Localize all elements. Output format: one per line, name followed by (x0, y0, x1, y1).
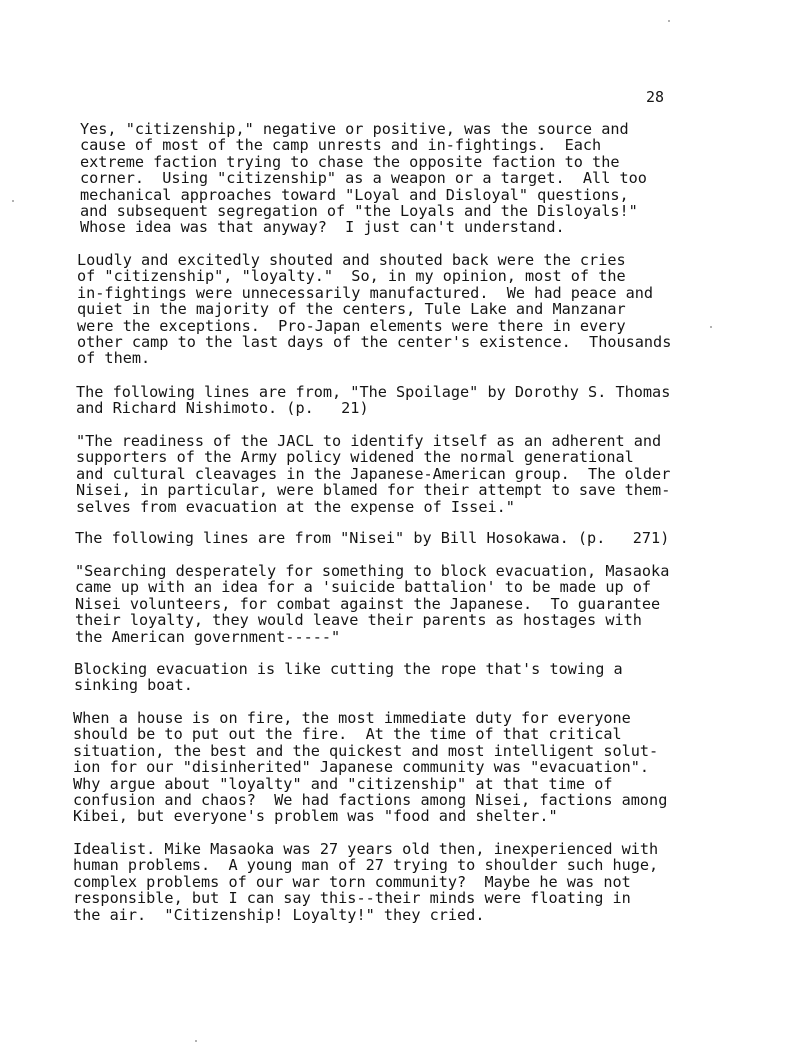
text-line: of "citizenship", "loyalty." So, in my opinion, most of the (77, 267, 626, 286)
text-line: the American government-----" (75, 627, 341, 646)
block-quote (75, 563, 669, 645)
text-line: should be to put out the fire. At the time of that critical (73, 725, 622, 744)
text-line: complex problems of our war torn community? Maybe he was not (73, 872, 631, 891)
text-line: ion for our "disinherited" Japanese community was "evacuation". (73, 758, 650, 777)
text-line: The following lines are from, "The Spoilage" by Dorothy S. Thomas (76, 383, 671, 401)
text-line: responsible, but I can say this--their minds were floating in (73, 889, 631, 908)
text-line: confusion and chaos? We had factions among Nisei, factions among (73, 790, 668, 809)
scan-speck (710, 326, 712, 328)
text-line: Nisei volunteers, for combat against the Japanese. To guarantee (75, 594, 661, 613)
text-line: "Searching desperately for something to block evacuation, Masaoka (75, 562, 670, 580)
text-line: Yes, "citizenship," negative or positive, was the source and (80, 120, 629, 138)
text-line: were the exceptions. Pro-Japan elements were there in every (77, 316, 626, 335)
text-line: mechanical approaches toward "Loyal and Disloyal" questions, (80, 185, 629, 204)
text-line: Nisei, in particular, were blamed for their attempt to save them- (76, 481, 671, 500)
text-line: When a house is on fire, the most immediate duty for everyone (73, 709, 631, 727)
paragraph (73, 841, 658, 923)
text-line: came up with an idea for a 'suicide battalion' to be made up of (75, 578, 652, 597)
scan-speck (195, 1040, 197, 1042)
text-line: Loudly and excitedly shouted and shouted back were the cries (77, 251, 626, 269)
text-line: and cultural cleavages in the Japanese-American group. The older (76, 464, 671, 483)
text-line: other camp to the last days of the center's existence. Thousands (77, 332, 672, 351)
text-line: extreme faction trying to chase the opposite faction to the (80, 152, 620, 171)
text-line: Blocking evacuation is like cutting the rope that's towing a (74, 660, 623, 678)
block-quote (76, 433, 670, 515)
text-line: Kibei, but everyone's problem was "food and shelter." (73, 807, 558, 826)
text-line: cause of most of the camp unrests and in-fightings. Each (80, 136, 602, 155)
text-line: Idealist. Mike Masaoka was 27 years old then, inexperienced with (73, 840, 659, 858)
scan-speck (668, 20, 670, 22)
paragraph (75, 530, 669, 546)
text-line: "The readiness of the JACL to identify itself as an adherent and (76, 432, 662, 450)
text-line: quiet in the majority of the centers, Tule Lake and Manzanar (77, 300, 626, 319)
paragraph (74, 661, 623, 694)
text-line: human problems. A young man of 27 trying to shoulder such huge, (73, 856, 659, 875)
text-line: and subsequent segregation of "the Loyals and the Disloyals!" (80, 201, 638, 220)
text-line: Whose idea was that anyway? I just can't understand. (80, 218, 565, 237)
text-line: in-fightings were unnecessarily manufactured. We had peace and (77, 283, 654, 302)
page-number: 28 (646, 88, 665, 106)
text-line: corner. Using "citizenship" as a weapon or a target. All too (80, 169, 647, 188)
scan-speck (12, 200, 14, 202)
paragraph (73, 710, 667, 825)
text-line: the air. "Citizenship! Loyalty!" they cried. (73, 905, 485, 924)
text-line: The following lines are from "Nisei" by Bill Hosokawa. (p. 271) (75, 529, 670, 547)
paragraph (76, 384, 670, 417)
paragraph (80, 121, 647, 236)
text-line: and Richard Nishimoto. (p. 21) (76, 399, 369, 418)
text-line: supporters of the Army policy widened the normal generational (76, 448, 634, 467)
text-line: of them. (77, 349, 151, 368)
text-line: Why argue about "loyalty" and "citizenship" at that time of (73, 774, 613, 793)
text-line: situation, the best and the quickest and most intelligent solut- (73, 741, 659, 760)
text-line: selves from evacuation at the expense of Issei." (76, 497, 515, 516)
text-line: sinking boat. (74, 676, 193, 695)
paragraph (77, 252, 671, 367)
text-line: their loyalty, they would leave their parents as hostages with (75, 611, 642, 630)
